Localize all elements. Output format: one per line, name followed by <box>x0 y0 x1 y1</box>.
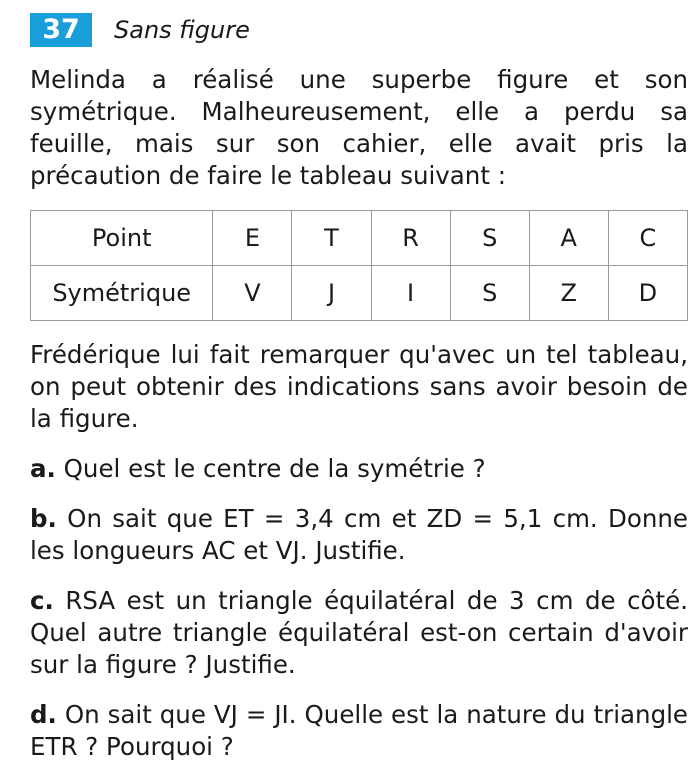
question-letter: d. <box>30 700 57 729</box>
table-cell: V <box>213 266 292 321</box>
exercise-title: Sans figure <box>114 16 250 44</box>
question-letter: a. <box>30 454 56 483</box>
question-a <box>30 453 688 485</box>
question-text: Quel est le centre de la symétrie ? <box>63 454 486 483</box>
exercise-header <box>30 12 688 48</box>
table-cell: J <box>292 266 371 321</box>
table-row-header: Symétrique <box>31 266 213 321</box>
intro-paragraph: Melinda a réalisé une superbe figure et son symétrique. Malheureusement, elle a perdu sa feuille, mais sur son cahier, elle avait pris la précaution de faire le tableau suivant : <box>30 65 688 190</box>
table-cell: C <box>608 211 687 266</box>
table-cell: T <box>292 211 371 266</box>
table-cell: I <box>371 266 450 321</box>
question-letter: c. <box>30 586 54 615</box>
context-paragraph: Frédérique lui fait remarquer qu'avec un tel tableau, on peut obtenir des indications sans avoir besoin de la figure. <box>30 340 688 433</box>
question-text: RSA est un triangle équilatéral de 3 cm de côté. Quel autre triangle équilatéral est-on certain d'avoir sur la figure ? Justifie. <box>30 586 688 679</box>
question-letter: b. <box>30 504 57 533</box>
table-cell: S <box>450 266 529 321</box>
exercise-number-badge: 37 <box>30 13 92 47</box>
table-cell: D <box>608 266 687 321</box>
table-cell: R <box>371 211 450 266</box>
table-row-header: Point <box>31 211 213 266</box>
table-cell: S <box>450 211 529 266</box>
question-c <box>30 585 688 681</box>
table-row-points <box>31 211 688 266</box>
symmetry-table <box>30 210 688 321</box>
question-d <box>30 699 688 763</box>
table-cell: E <box>213 211 292 266</box>
table-cell: A <box>529 211 608 266</box>
question-text: On sait que ET = 3,4 cm et ZD = 5,1 cm. Donne les longueurs AC et VJ. Justifie. <box>30 504 688 565</box>
table-row-symmetric <box>31 266 688 321</box>
question-text: On sait que VJ = JI. Quelle est la nature du triangle ETR ? Pourquoi ? <box>30 700 688 761</box>
question-b <box>30 503 688 567</box>
table-cell: Z <box>529 266 608 321</box>
exercise-page <box>30 12 688 781</box>
